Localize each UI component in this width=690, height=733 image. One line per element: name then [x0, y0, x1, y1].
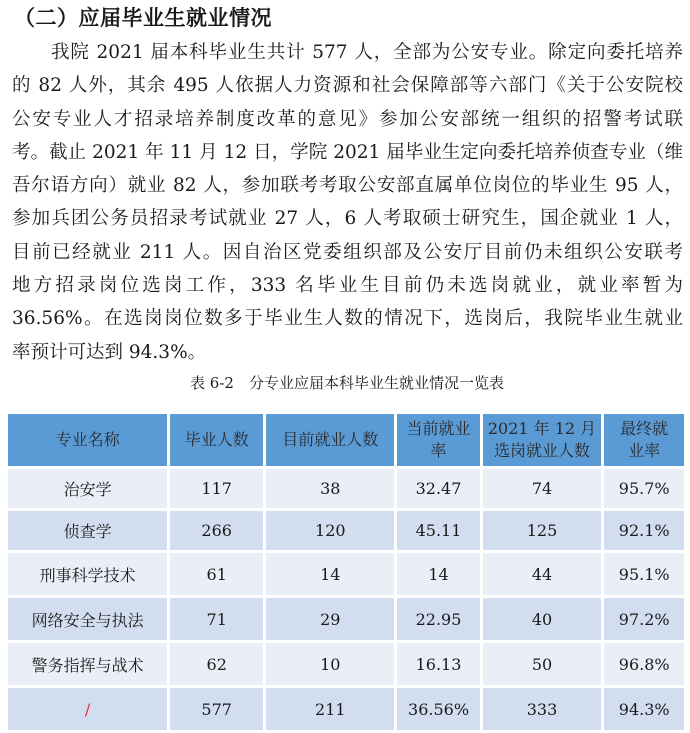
- cell-graduates: 577: [170, 688, 263, 730]
- cell-major: 侦查学: [8, 511, 167, 550]
- body-paragraph: [12, 36, 683, 369]
- cell-final-rate: 95.1%: [604, 553, 684, 595]
- table-header-row: [8, 414, 684, 466]
- cell-final-rate: 94.3%: [604, 688, 684, 730]
- cell-current-rate: 36.56%: [397, 688, 479, 730]
- cell-employed: 14: [266, 553, 394, 595]
- paragraph-line: 我院 2021 届本科毕业生共计 577 人，全部为公安专业。除定向委托培养: [51, 42, 683, 63]
- cell-employed: 29: [266, 598, 394, 640]
- paragraph-line: 目前已经就业 211 人。因自治区党委组织部及公安厅目前仍未组织公安联考: [12, 241, 683, 263]
- header-major: 专业名称: [8, 414, 167, 466]
- cell-final-rate: 92.1%: [604, 511, 684, 550]
- table-row: [8, 688, 684, 730]
- cell-graduates: 62: [170, 643, 263, 685]
- cell-major: 警务指挥与战术: [8, 643, 167, 685]
- header-dec-employed: 2021 年 12 月选岗就业人数: [483, 414, 602, 466]
- cell-final-rate: 97.2%: [604, 598, 684, 640]
- paragraph-line: 吾尔语方向）就业 82 人，参加联考考取公安部直属单位岗位的毕业生 95 人，: [12, 175, 683, 197]
- cell-current-rate: 45.11: [397, 511, 479, 550]
- cell-current-rate: 32.47: [397, 469, 479, 508]
- cell-employed: 38: [266, 469, 394, 508]
- table-row: [8, 643, 684, 685]
- cell-dec-employed: 125: [483, 511, 602, 550]
- header-employed: 目前就业人数: [266, 414, 394, 466]
- cell-employed: 10: [266, 643, 394, 685]
- paragraph-line: 参加兵团公务员招录考试就业 27 人，6 人考取硕士研究生，国企就业 1 人，: [12, 208, 683, 230]
- cell-major: 网络安全与执法: [8, 598, 167, 640]
- cell-graduates: 71: [170, 598, 263, 640]
- paragraph-line: 的 82 人外，其余 495 人依据人力资源和社会保障部等六部门《关于公安院校: [12, 75, 683, 97]
- section-heading: （二）应届毕业生就业情况: [14, 6, 272, 30]
- cell-graduates: 117: [170, 469, 263, 508]
- employment-table: [5, 411, 687, 733]
- cell-graduates: 266: [170, 511, 263, 550]
- cell-final-rate: 96.8%: [604, 643, 684, 685]
- table-row: [8, 598, 684, 640]
- cell-employed: 120: [266, 511, 394, 550]
- paragraph-line: 公安专业人才招录培养制度改革的意见》参加公安部统一组织的招警考试联: [12, 108, 683, 130]
- paragraph-line: 地方招录岗位选岗工作，333 名毕业生目前仍未选岗就业，就业率暂为: [12, 275, 683, 297]
- cell-dec-employed: 333: [483, 688, 602, 730]
- cell-current-rate: 22.95: [397, 598, 479, 640]
- table-row: [8, 469, 684, 508]
- cell-major: 治安学: [8, 469, 167, 508]
- header-current-rate: 当前就业率: [397, 414, 479, 466]
- cell-dec-employed: 44: [483, 553, 602, 595]
- paragraph-line: 率预计可达到 94.3%。: [12, 341, 207, 363]
- cell-major: 刑事科学技术: [8, 553, 167, 595]
- cell-dec-employed: 50: [483, 643, 602, 685]
- cell-dec-employed: 40: [483, 598, 602, 640]
- cell-current-rate: 16.13: [397, 643, 479, 685]
- cell-final-rate: 95.7%: [604, 469, 684, 508]
- cell-graduates: 61: [170, 553, 263, 595]
- paragraph-line: 考。截止 2021 年 11 月 12 日，学院 2021 届毕业生定向委托培养侦查专业（维: [12, 141, 683, 163]
- cell-current-rate: 14: [397, 553, 479, 595]
- cell-dec-employed: 74: [483, 469, 602, 508]
- paragraph-line: 36.56%。在选岗岗位数多于毕业生人数的情况下，选岗后，我院毕业生就业: [12, 308, 683, 330]
- header-final-rate: 最终就业率: [604, 414, 684, 466]
- table-row: [8, 511, 684, 550]
- cell-employed: 211: [266, 688, 394, 730]
- table-row: [8, 553, 684, 595]
- table-caption: 表 6-2 分专业应届本科毕业生就业情况一览表: [190, 374, 504, 392]
- cell-major: /: [8, 688, 167, 730]
- header-graduates: 毕业人数: [170, 414, 263, 466]
